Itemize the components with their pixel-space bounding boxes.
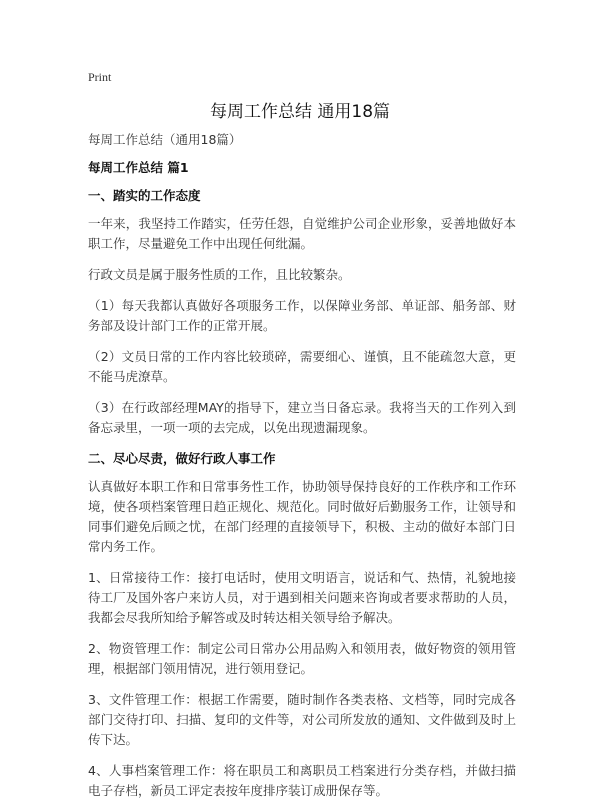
section-2-paragraph-5: 4、人事档案管理工作：将在职员工和离职员工档案进行分类存档，并做扫描电子存档，新员工评定表按年度排序装订成册保存等。 — [88, 763, 516, 798]
section-2-paragraph-4: 3、文件管理工作：根据工作需要，随时制作各类表格、文档等，同时完成各部门交待打印、扫描、复印的文件等，对公司所发放的通知、文件做到及时上传下达。 — [88, 692, 516, 747]
section-1-paragraph-1: 一年来，我坚持工作踏实，任劳任怨，自觉维护公司企业形象，妥善地做好本职工作，尽量避免工作中出现任何纰漏。 — [88, 216, 516, 251]
section-1-heading: 一、踏实的工作态度 — [88, 188, 201, 203]
section-1-paragraph-2: 行政文员是属于服务性质的工作，且比较繁杂。 — [88, 267, 351, 282]
section-2-paragraph-3: 2、物资管理工作：制定公司日常办公用品购入和领用表，做好物资的领用管理，根据部门领用情况，进行领用登记。 — [88, 641, 516, 676]
document-title: 每周工作总结 通用18篇 — [209, 102, 391, 122]
section-2-paragraph-2: 1、日常接待工作：接打电话时，使用文明语言，说话和气、热情，礼貌地接待工厂及国外客户来访人员，对于遇到相关问题来咨询或者要求帮助的人员，我都会尽我所知给予解答或及时转达相关领导给予解决。 — [88, 570, 516, 625]
section-2-heading: 二、尽心尽责，做好行政人事工作 — [88, 451, 276, 466]
section-2-paragraph-1: 认真做好本职工作和日常事务性工作，协助领导保持良好的工作秩序和工作环境，使各项档案管理日趋正规化、规范化。同时做好后勤服务工作，让领导和同事们避免后顾之忧，在部门经理的直接领导下，积极、主动的做好本部门日常内务工作。 — [88, 479, 516, 554]
section-1-paragraph-3: （1）每天我都认真做好各项服务工作，以保障业务部、单证部、船务部、财务部及设计部门工作的正常开展。 — [88, 298, 516, 333]
document-body — [88, 130, 516, 812]
article-heading: 每周工作总结 篇1 — [88, 160, 189, 175]
document-subtitle: 每周工作总结（通用18篇） — [88, 132, 242, 147]
section-1-paragraph-4: （2）文员日常的工作内容比较琐碎，需要细心、谨慎，且不能疏忽大意，更不能马虎潦草。 — [88, 349, 516, 384]
section-1-paragraph-5: （3）在行政部经理MAY的指导下，建立当日备忘录。我将当天的工作列入到备忘录里，一项一项的去完成，以免出现遗漏现象。 — [88, 400, 516, 435]
print-label[interactable]: Print — [88, 70, 112, 84]
